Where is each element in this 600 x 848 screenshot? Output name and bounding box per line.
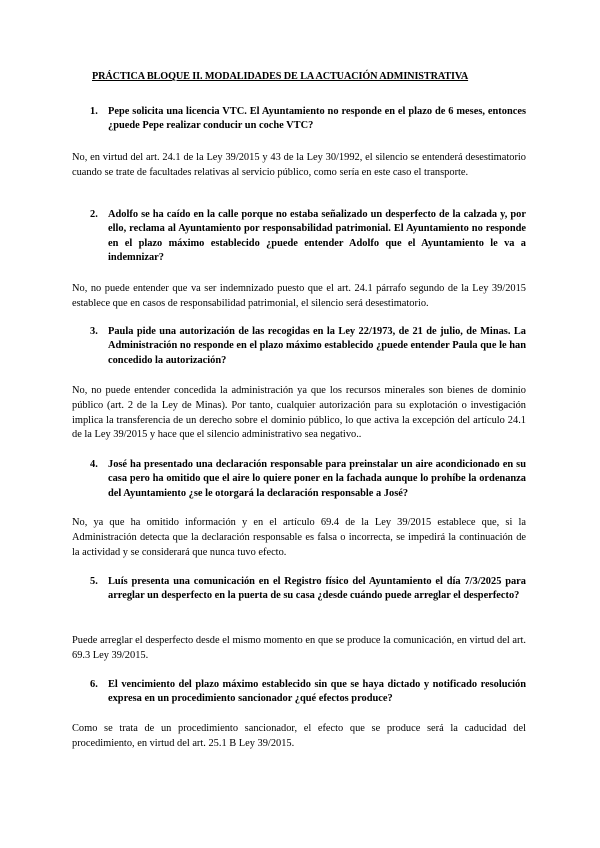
question-number: 4. [90, 459, 98, 470]
question-text: José ha presentado una declaración responsable para preinstalar un aire acondicionado en su casa pero ha omitido que el aire lo quiere poner en la fachada aunque lo prohíbe la ordenanza del Ayuntamiento ¿se le otorgará la declaración responsable a José? [108, 459, 526, 499]
question-6 [90, 678, 526, 707]
question-text: El vencimiento del plazo máximo establecido sin que se haya dictado y notificado resolución expresa en un procedimiento sancionador ¿qué efectos produce? [108, 679, 526, 705]
page-title: PRÁCTICA BLOQUE II. MODALIDADES DE LA ACTUACIÓN ADMINISTRATIVA [92, 71, 469, 82]
question-number: 6. [90, 679, 98, 690]
question-4 [90, 458, 526, 501]
question-text: Paula pide una autorización de las recogidas en la Ley 22/1973, de 21 de julio, de Minas. La Administración no responde en el plazo máximo establecido ¿puede entender Paula que le han concedido la autorización? [108, 326, 526, 366]
question-text: Pepe solicita una licencia VTC. El Ayuntamiento no responde en el plazo de 6 meses, entonces ¿puede Pepe realizar conducir un coche VTC? [108, 106, 526, 132]
answer-1: No, en virtud del art. 24.1 de la Ley 39/2015 y 43 de la Ley 30/1992, el silencio se entenderá desestimatorio cuando se trate de facultades relativas al servicio público, como sería en este caso el transporte. [72, 152, 526, 178]
question-3 [90, 325, 526, 368]
question-number: 2. [90, 209, 98, 220]
question-5 [90, 575, 526, 604]
answer-2: No, no puede entender que va ser indemnizado puesto que el art. 24.1 párrafo segundo de la Ley 39/2015 establece que en casos de responsabilidad patrimonial, el silencio será desestimatorio. [72, 283, 526, 309]
question-number: 3. [90, 326, 98, 337]
question-1 [90, 105, 526, 134]
question-number: 1. [90, 106, 98, 117]
question-text: Luís presenta una comunicación en el Registro físico del Ayuntamiento el día 7/3/2025 para arreglar un desperfecto en la puerta de su casa ¿desde cuándo puede arreglar el desperfecto? [108, 576, 526, 602]
answer-3: No, no puede entender concedida la administración ya que los recursos minerales son bienes de dominio público (art. 2 de la Ley de Minas). Por tanto, cualquier autorización para su explotación o investigación implica la transferencia de un derecho sobre el dominio público, lo que activa la excepción del artículo 24.1 de la Ley 39/2015 y hace que el silencio administrativo sea negativo.. [72, 385, 526, 441]
question-2 [90, 208, 526, 265]
answer-6: Como se trata de un procedimiento sancionador, el efecto que se produce será la caducidad del procedimiento, en virtud del art. 25.1 B Ley 39/2015. [72, 723, 526, 749]
question-text: Adolfo se ha caído en la calle porque no estaba señalizado un desperfecto de la calzada y, por ello, reclama al Ayuntamiento por responsabilidad patrimonial. El Ayuntamiento no responde en el plazo máximo establecido ¿puede entender Adolfo que el Ayuntamiento le va a indemnizar? [108, 209, 526, 263]
answer-4: No, ya que ha omitido información y en el artículo 69.4 de la Ley 39/2015 establece que, si la Administración detecta que la declaración responsable es falsa o incorrecta, se impedirá la continuación de la actividad y se considerará que nunca tuvo efecto. [72, 517, 526, 558]
answer-5: Puede arreglar el desperfecto desde el mismo momento en que se produce la comunicación, en virtud del art. 69.3 Ley 39/2015. [72, 635, 526, 661]
question-number: 5. [90, 576, 98, 587]
